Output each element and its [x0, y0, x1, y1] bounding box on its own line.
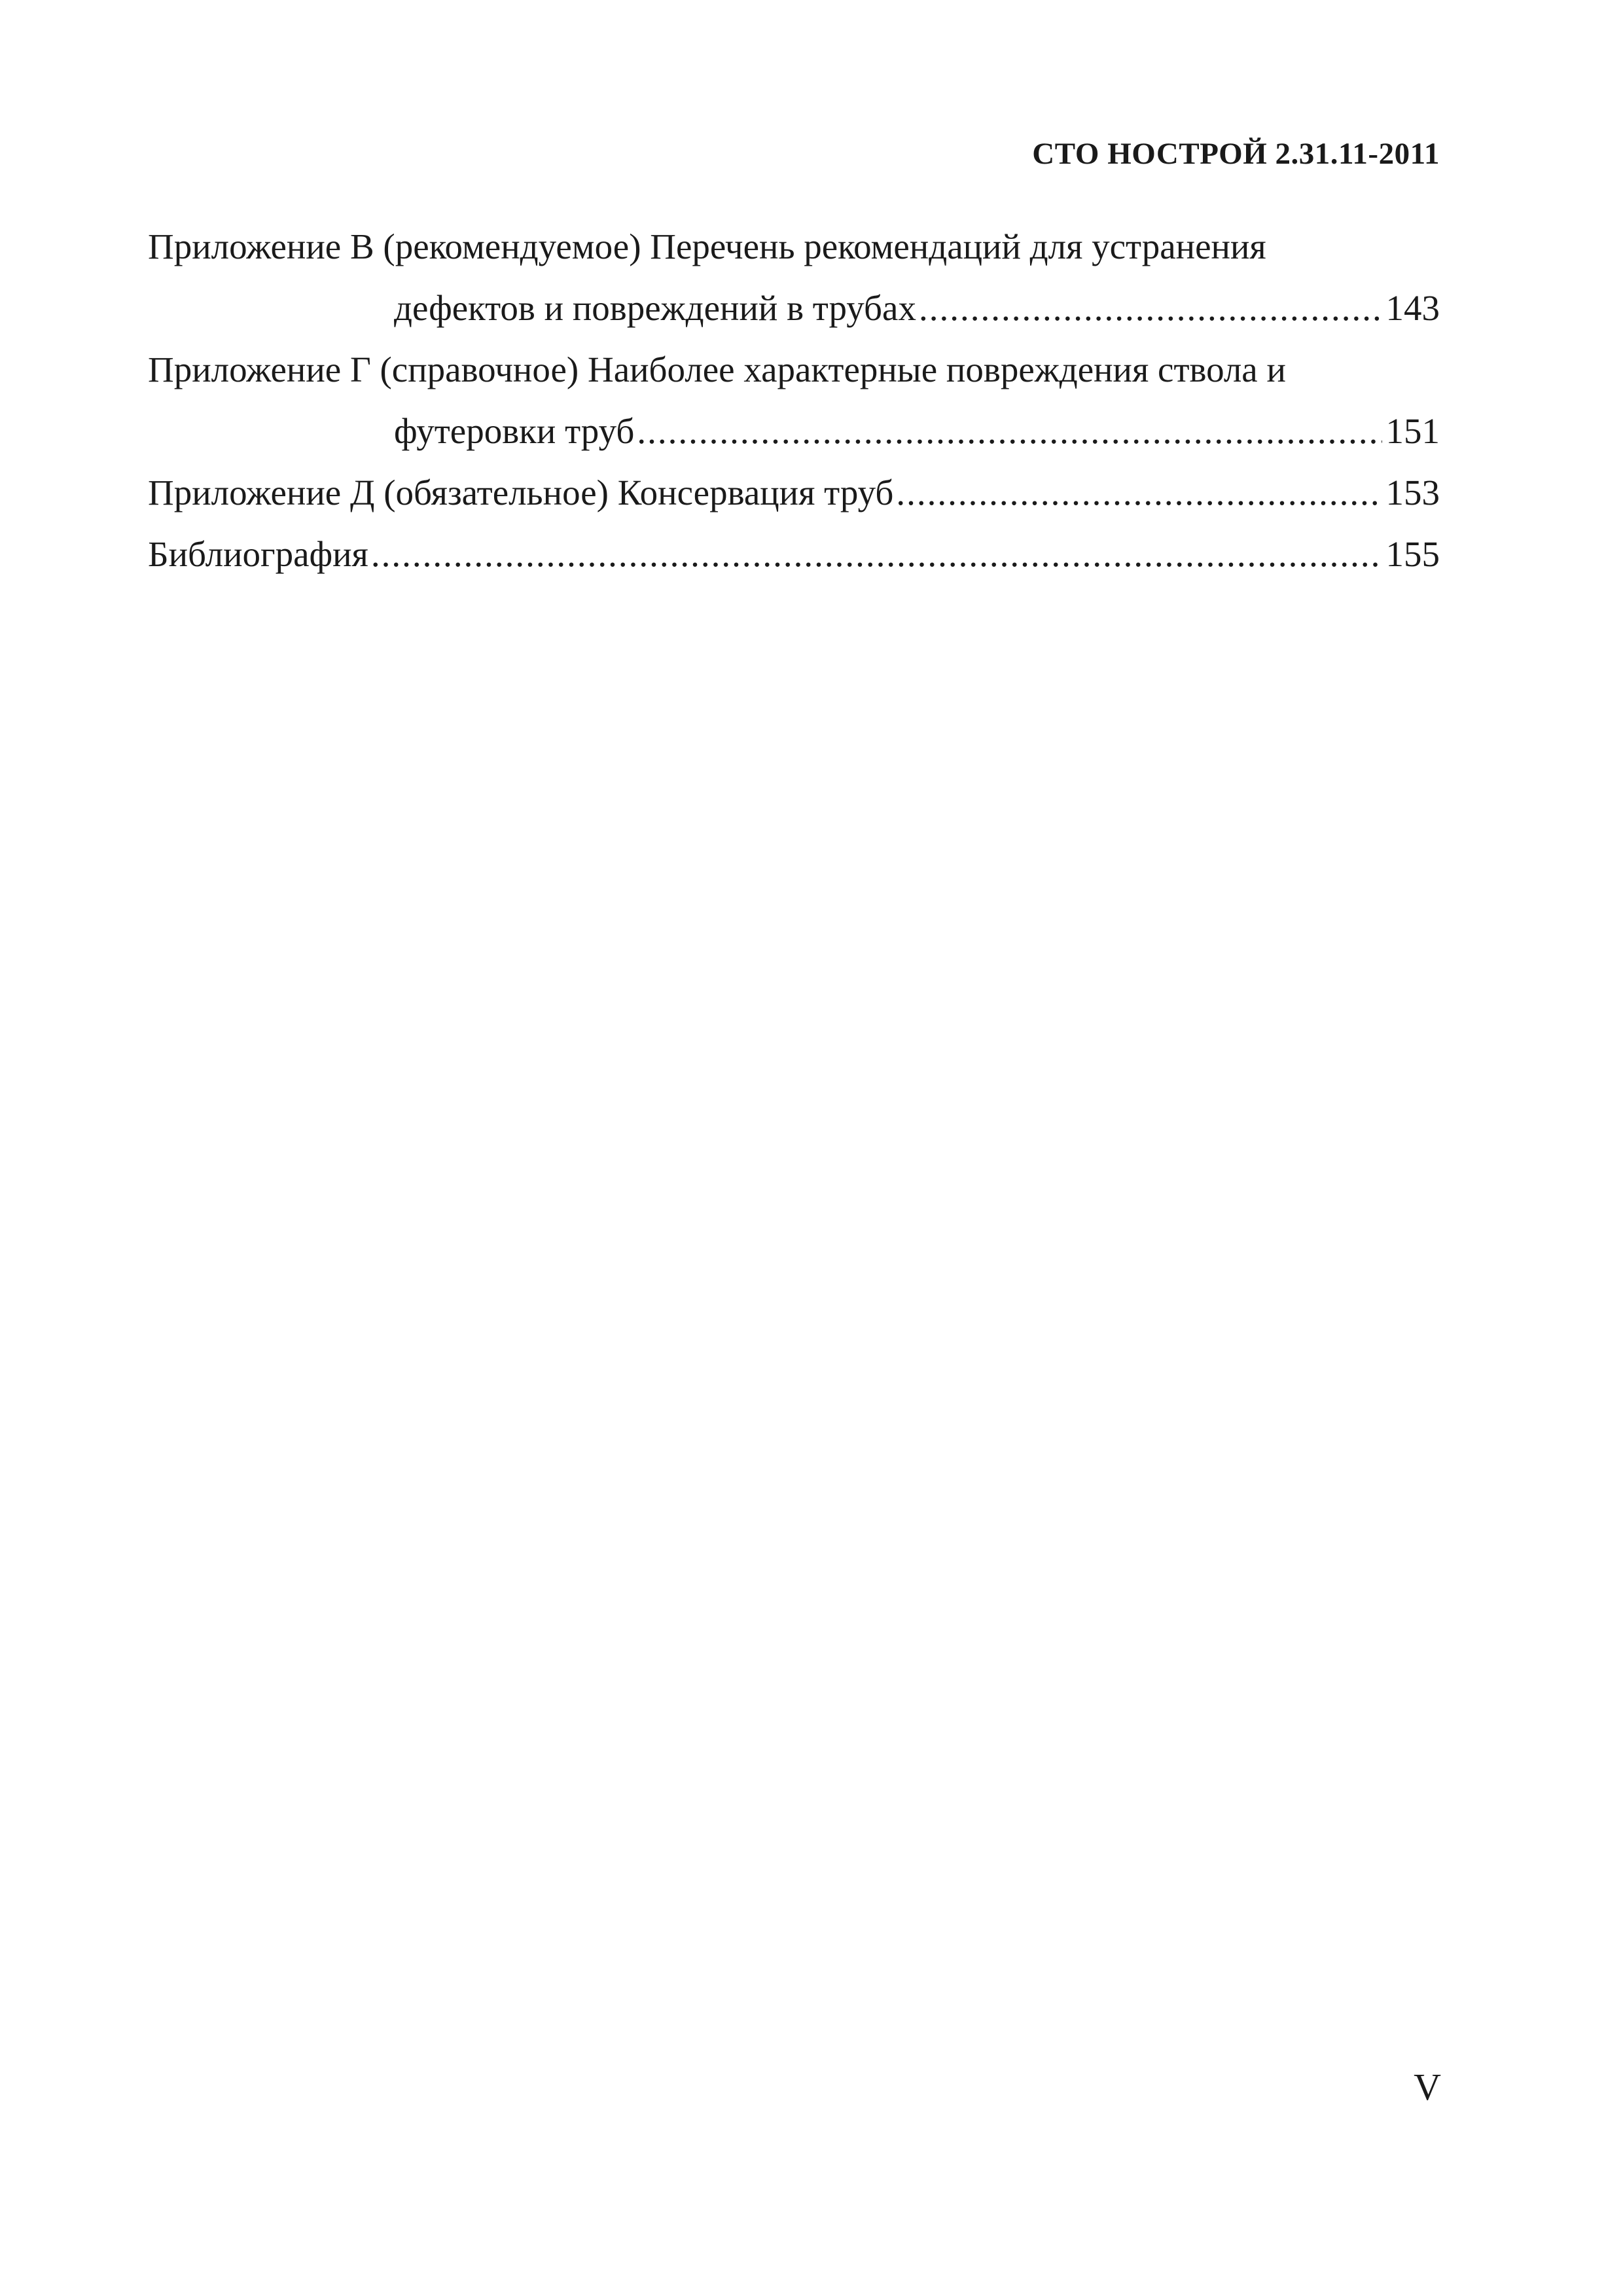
toc-dot-leader: [371, 524, 1382, 585]
toc-entry-title[interactable]: [148, 524, 1440, 585]
toc-entry-title[interactable]: [148, 462, 1440, 524]
toc-entry-title-text: Библиография: [148, 534, 368, 574]
toc-entry-continuation-text: дефектов и повреждений в трубах: [394, 288, 916, 328]
table-of-contents: [148, 216, 1440, 585]
page-number: V: [1414, 2066, 1441, 2108]
document-code-header: СТО НОСТРОЙ 2.31.11-2011: [1032, 137, 1440, 171]
toc-entry-title: [148, 339, 1440, 401]
toc-entry-continuation[interactable]: [148, 278, 1440, 339]
toc-dot-leader: [919, 278, 1382, 339]
toc-entry-title: [148, 216, 1440, 278]
toc-entry-continuation-text: футеровки труб: [394, 411, 635, 451]
toc-page-number: 151: [1385, 411, 1440, 451]
toc-entry-title-text: Приложение В (рекомендуемое) Перечень рекомендаций для устранения: [148, 226, 1266, 266]
toc-entry-title-text: Приложение Г (справочное) Наиболее характерные повреждения ствола и: [148, 350, 1286, 389]
toc-page-number: 143: [1385, 288, 1440, 328]
toc-entry-appendix-v: [148, 216, 1440, 339]
toc-page-number: 153: [1385, 473, 1440, 512]
toc-entry-appendix-d: [148, 462, 1440, 524]
toc-page-number: 155: [1385, 534, 1440, 574]
toc-dot-leader: [637, 401, 1382, 462]
toc-entry-bibliography: [148, 524, 1440, 585]
toc-entry-continuation[interactable]: [148, 401, 1440, 462]
toc-dot-leader: [896, 462, 1382, 524]
toc-entry-appendix-g: [148, 339, 1440, 462]
toc-entry-title-text: Приложение Д (обязательное) Консервация труб: [148, 473, 894, 512]
